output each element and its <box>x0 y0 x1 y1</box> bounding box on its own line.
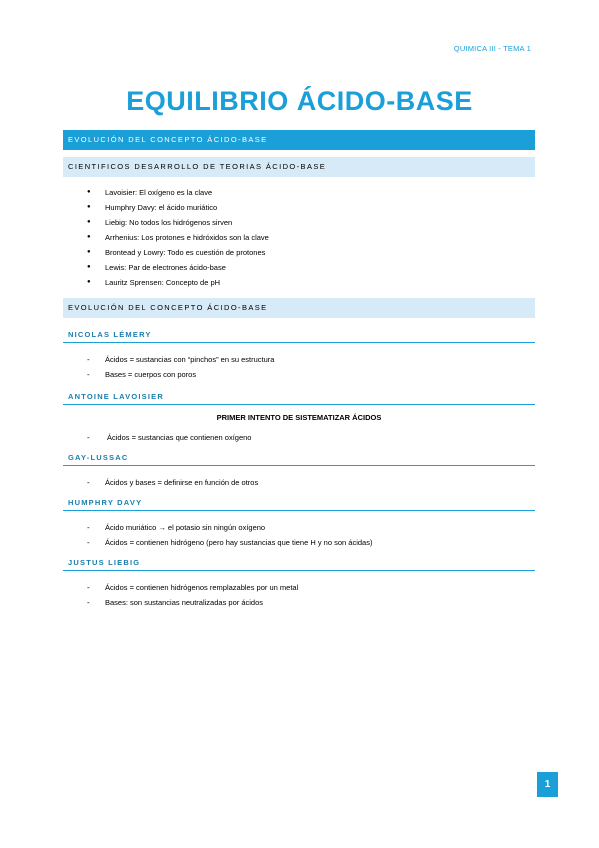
list-item: - Ácidos = contienen hidrógenos remplazables por un metal <box>63 580 535 595</box>
list-item: - Bases = cuerpos con poros <box>63 367 535 382</box>
section-heading-evolucion: EVOLUCIÓN DEL CONCEPTO ÁCIDO-BASE <box>63 130 535 150</box>
subheading-lemery: NICOLAS LÉMERY <box>63 330 535 343</box>
gaylussac-list <box>63 475 535 490</box>
document-content <box>63 130 535 610</box>
lavoisier-note: PRIMER INTENTO DE SISTEMATIZAR ÁCIDOS <box>216 413 382 422</box>
subheading-davy: HUMPHRY DAVY <box>63 498 535 511</box>
list-item: ● Brontead y Lowry: Todo es cuestión de protones <box>63 245 535 260</box>
subheading-liebig: JUSTUS LIEBIG <box>63 558 535 571</box>
list-item: ● Lauritz Sprensen: Concepto de pH <box>63 275 535 290</box>
liebig-list <box>63 580 535 610</box>
lemery-list <box>63 352 535 382</box>
running-header: QUIMICA III - TEMA 1 <box>453 44 531 53</box>
section-heading-evolucion-2: EVOLUCIÓN DEL CONCEPTO ÁCIDO-BASE <box>63 298 535 318</box>
davy-list <box>63 520 535 550</box>
page-number: 1 <box>537 772 558 797</box>
subheading-gaylussac: GAY-LUSSAC <box>63 453 535 466</box>
list-item: ● Lewis: Par de electrones ácido-base <box>63 260 535 275</box>
list-item: - Ácidos = sustancias que contienen oxígeno <box>63 430 535 445</box>
list-item: ● Arrhenius: Los protones e hidróxidos son la clave <box>63 230 535 245</box>
section-heading-cientificos: CIENTIFICOS DESARROLLO DE TEORIAS ÁCIDO-BASE <box>63 157 535 177</box>
list-item: ● Liebig: No todos los hidrógenos sirven <box>63 215 535 230</box>
subheading-lavoisier: ANTOINE LAVOISIER <box>63 392 535 405</box>
list-item: - Ácidos y bases = definirse en función de otros <box>63 475 535 490</box>
document-title: EQUILIBRIO ÁCIDO-BASE <box>126 86 473 116</box>
list-item: - Ácido muriático → el potasio sin ningún oxígeno <box>63 520 535 535</box>
lavoisier-list <box>63 430 535 445</box>
list-item: - Ácidos = sustancias con “pinchos” en su estructura <box>63 352 535 367</box>
cientificos-list <box>63 185 535 290</box>
list-item: ● Lavoisier: El oxígeno es la clave <box>63 185 535 200</box>
list-item: - Ácidos = contienen hidrógeno (pero hay sustancias que tiene H y no son ácidas) <box>63 535 535 550</box>
list-item: - Bases: son sustancias neutralizadas por ácidos <box>63 595 535 610</box>
list-item: ● Humphry Davy: el ácido muriático <box>63 200 535 215</box>
